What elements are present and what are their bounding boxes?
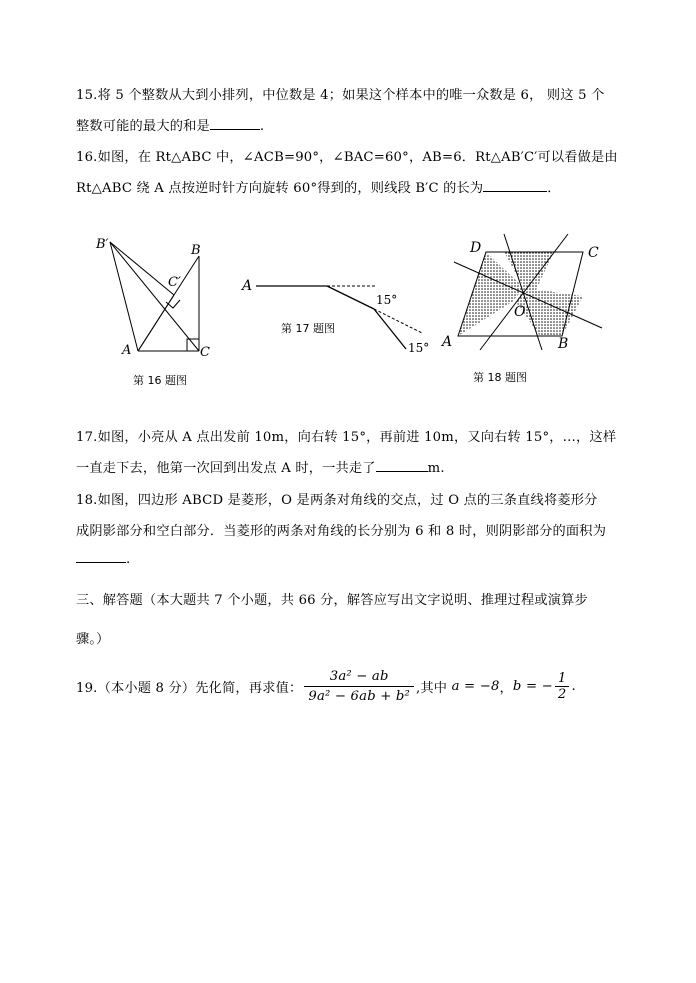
- fig18-label-o: O: [514, 304, 526, 320]
- q16-line1: 16.如图，在 Rt△ABC 中，∠ACB=90°，∠BAC=60°，AB=6．Rt△AB′C′可以看做是由: [76, 150, 618, 165]
- fig16-label-bprime: B′: [96, 237, 109, 252]
- fig16-label-b: B: [191, 243, 201, 258]
- q19-b-fraction: [555, 671, 570, 702]
- fig18-label-a: A: [442, 334, 453, 350]
- q19-comma: ，: [499, 681, 513, 696]
- q15-answer-blank: [210, 117, 260, 130]
- q16-text: Rt△ABC 绕 A 点按逆时针方向旋转 60°得到的，则线段 B′C 的长为: [76, 181, 484, 196]
- q19-line: [76, 669, 576, 704]
- q18-line2: 成阴影部分和空白部分．当菱形的两条对角线的长分别为 6 和 8 时，则阴影部分的面积为: [76, 524, 607, 539]
- q15-line1: 15.将 5 个整数从大到小排列，中位数是 4；如果这个样本中的唯一众数是 6， 则这 5 个: [76, 88, 605, 103]
- q18-line3: [76, 550, 130, 567]
- q19-prefix: 19.（本小题 8 分）先化简，再求值：: [76, 681, 303, 696]
- q16-line2: [76, 177, 561, 196]
- figure-16: [90, 232, 220, 362]
- figure-17: [240, 268, 440, 360]
- fig16-label-a: A: [122, 343, 132, 358]
- q17-end: m.: [427, 461, 445, 476]
- q18-end: .: [126, 552, 131, 567]
- q16-end: ．: [547, 181, 561, 196]
- q17-line2: [76, 457, 445, 476]
- q16-answer-blank: [483, 179, 547, 192]
- fig16-label-c: C: [200, 345, 210, 360]
- q19-a-value: a = −8: [451, 679, 500, 694]
- q15-text: 整数可能的最大的和是: [76, 119, 210, 134]
- fig17-angle2: 15°: [408, 341, 430, 355]
- fig17-label-a: A: [242, 278, 253, 294]
- section3-line1: 三、解答题（本大题共 7 个小题，共 66 分，解答应写出文字说明、推理过程或演算步: [76, 593, 588, 608]
- q17-line1: 17.如图，小亮从 A 点出发前 10m，向右转 15°，再前进 10m，又向右转 15°，…，这样: [76, 430, 617, 445]
- fig18-caption: 第 18 题图: [473, 371, 527, 384]
- q19-main-fraction: [304, 669, 414, 704]
- q17-answer-blank: [376, 459, 428, 472]
- section3-line2: 骤。）: [76, 632, 110, 647]
- fig16-seg-a-cprime: [138, 295, 174, 351]
- fig16-caption: 第 16 题图: [133, 374, 187, 387]
- q19-denominator: 9a² − 6ab + b²: [308, 689, 411, 704]
- fig16-label-cprime: C′: [168, 275, 181, 290]
- q19-b-lhs: b = −: [512, 679, 553, 694]
- fig18-label-b: B: [558, 336, 569, 352]
- q15-line2: [76, 115, 264, 134]
- fig17-caption: 第 17 题图: [281, 322, 335, 335]
- q19-b-numerator: 1: [555, 671, 570, 687]
- fig18-label-d: D: [470, 240, 482, 256]
- q19-b-denominator: 2: [557, 687, 567, 702]
- fig16-seg-bprime-c: [110, 242, 199, 351]
- q19-numerator: 3a² − ab: [304, 669, 414, 687]
- q15-end: .: [259, 119, 265, 134]
- q18-line1: 18.如图，四边形 ABCD 是菱形，O 是两条对角线的交点，过 O 点的三条直线将菱形分: [76, 493, 598, 508]
- figure-18: [430, 228, 610, 358]
- q19-end: .: [571, 679, 576, 694]
- fig17-angle1: 15°: [376, 293, 398, 307]
- fig16-seg-bprime-cprime: [110, 242, 174, 295]
- fig18-label-c: C: [588, 245, 599, 261]
- fig17-dashed-ext2: [374, 309, 422, 333]
- q19-mid: ,其中: [416, 681, 448, 696]
- fig17-third-leg: [374, 309, 406, 349]
- fig17-second-leg: [327, 286, 374, 309]
- fig16-seg-bprime-a: [110, 242, 138, 351]
- q17-text: 一直走下去，他第一次回到出发点 A 时，一共走了: [76, 461, 376, 476]
- fig18-shade-right: [516, 288, 583, 336]
- fig16-right-angle-cprime: [166, 300, 180, 308]
- q18-answer-blank: [76, 550, 126, 563]
